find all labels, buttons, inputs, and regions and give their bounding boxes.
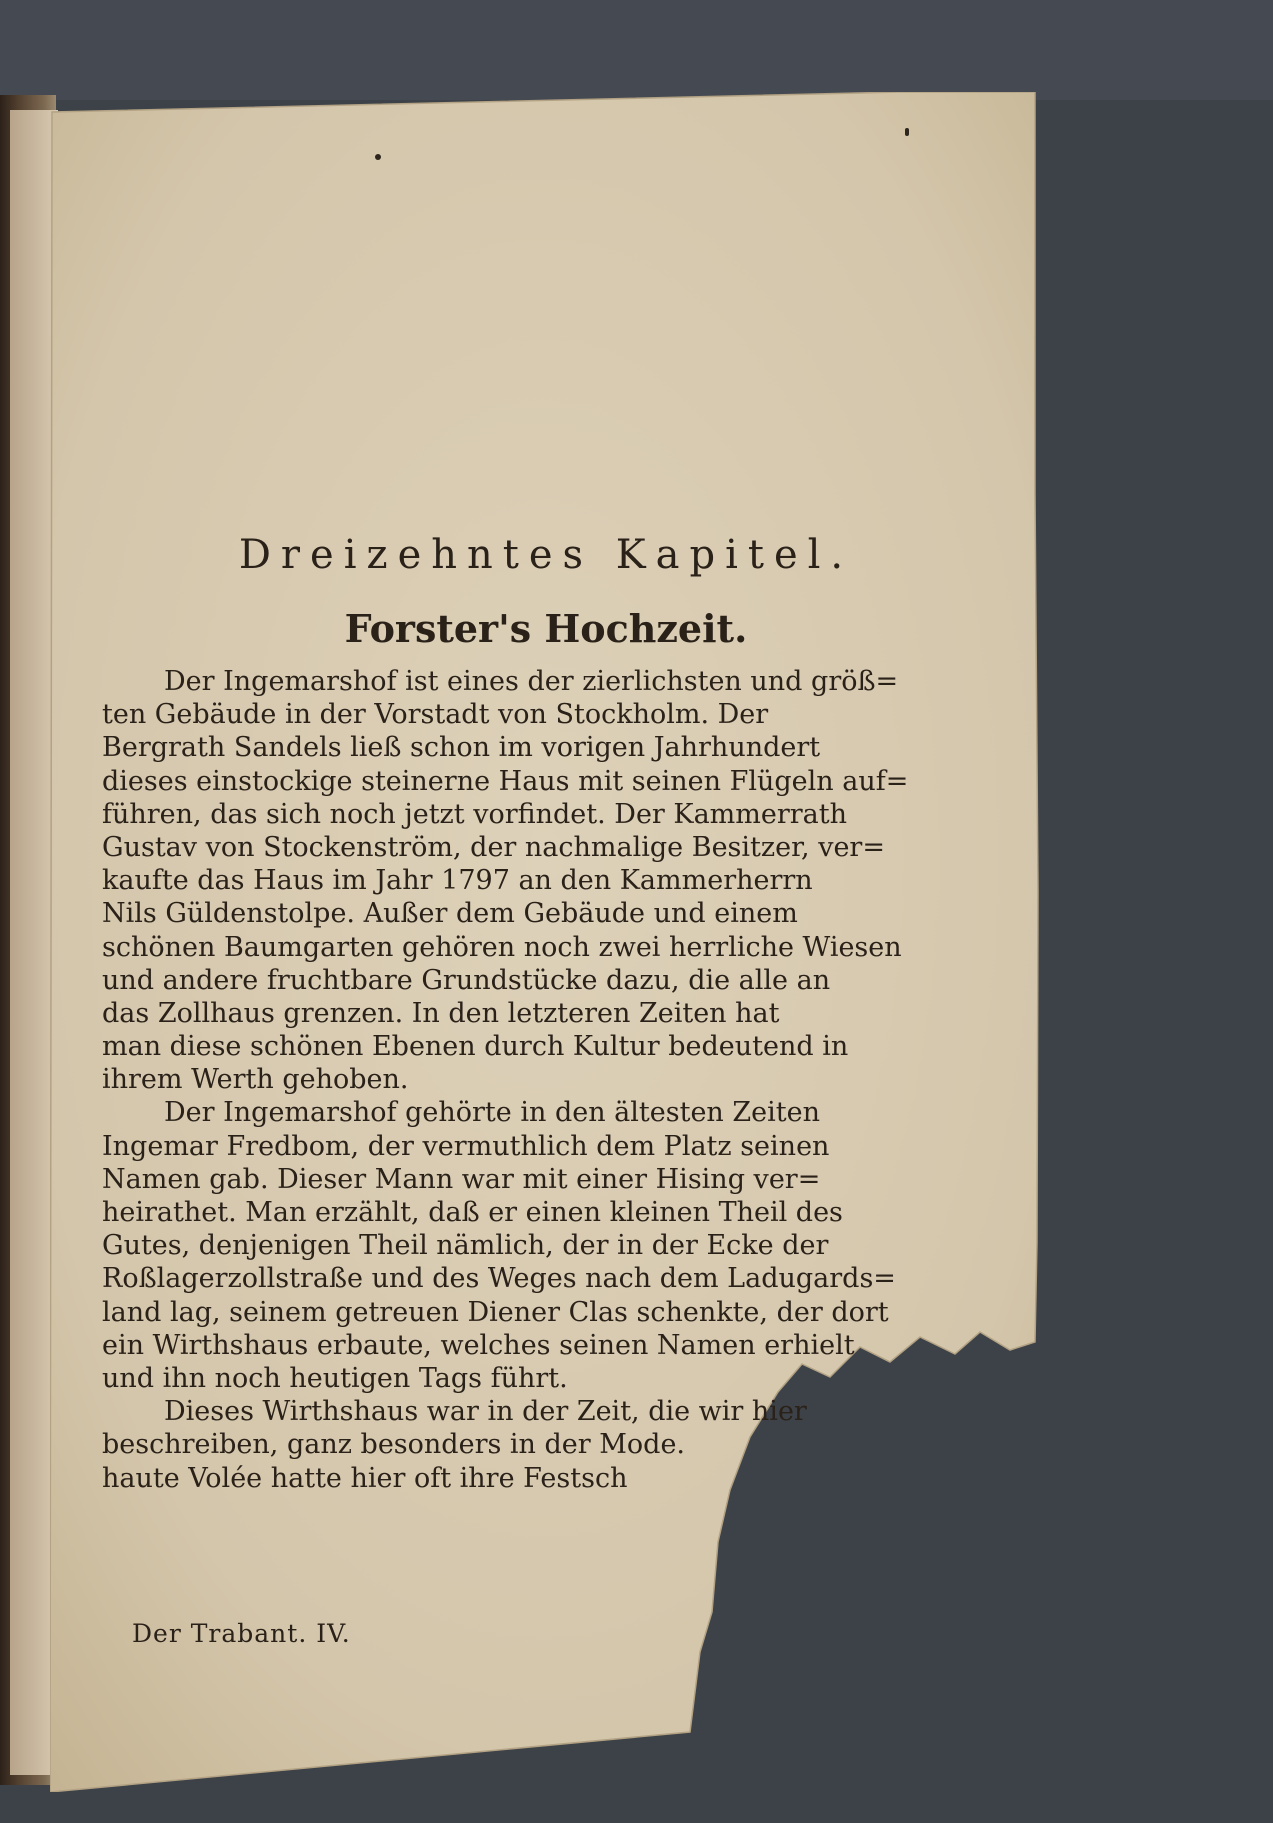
text-line: schönen Baumgarten gehören noch zwei herrliche Wiesen bbox=[102, 931, 902, 963]
text-line: man diese schönen Ebenen durch Kultur bedeutend in bbox=[102, 1031, 849, 1063]
text-line: Dieses Wirthshaus war in der Zeit, die wir hier bbox=[164, 1396, 807, 1428]
text-line: ten Gebäude in der Vorstadt von Stockholm. Der bbox=[102, 699, 769, 731]
book-page bbox=[50, 92, 1040, 1792]
text-line: ein Wirthshaus erbaute, welches seinen Namen erhielt bbox=[102, 1329, 855, 1361]
ink-speck bbox=[375, 154, 381, 160]
text-line: Gutes, denjenigen Theil nämlich, der in der Ecke der bbox=[102, 1230, 829, 1262]
text-line: dieses einstockige steinerne Haus mit seinen Flügeln auf= bbox=[102, 765, 909, 797]
text-line: Bergrath Sandels ließ schon im vorigen Jahrhundert bbox=[102, 732, 821, 764]
signature-mark: Der Trabant. IV. bbox=[132, 1619, 351, 1648]
text-line: land lag, seinem getreuen Diener Clas schenkte, der dort bbox=[102, 1296, 889, 1328]
paragraph-2 bbox=[102, 1096, 960, 1395]
text-line: Der Ingemarshof ist eines der zierlichsten und größ= bbox=[164, 666, 899, 697]
text-line: Roßlagerzollstraße und des Weges nach dem Ladugards= bbox=[102, 1263, 896, 1295]
text-line: Der Ingemarshof gehörte in den ältesten Zeiten bbox=[164, 1097, 820, 1129]
ink-speck bbox=[905, 128, 909, 136]
chapter-title: Forster's Hochzeit. bbox=[344, 606, 748, 651]
text-line: und ihn noch heutigen Tags führt. bbox=[102, 1362, 568, 1394]
text-line: kaufte das Haus im Jahr 1797 an den Kammerherrn bbox=[102, 865, 813, 897]
text-line: und andere fruchtbare Grundstücke dazu, die alle an bbox=[102, 964, 831, 996]
text-line: führen, das sich noch jetzt vorfindet. Der Kammerrath bbox=[102, 798, 848, 830]
text-line: heirathet. Man erzählt, daß er einen kleinen Theil des bbox=[102, 1197, 843, 1228]
page-text bbox=[102, 532, 960, 1495]
paragraph-3 bbox=[102, 1395, 960, 1495]
text-line: beschreiben, ganz besonders in der Mode. bbox=[102, 1429, 686, 1461]
paragraph-1 bbox=[102, 665, 960, 1096]
text-line: ihrem Werth gehoben. bbox=[102, 1064, 409, 1096]
text-line: Nils Güldenstolpe. Außer dem Gebäude und einem bbox=[102, 898, 798, 930]
text-line: Gustav von Stockenström, der nachmalige Besitzer, ver= bbox=[102, 831, 885, 863]
text-line: Namen gab. Dieser Mann war mit einer Hising ver= bbox=[102, 1163, 821, 1195]
text-line: haute Volée hatte hier oft ihre Festsch bbox=[102, 1462, 628, 1494]
text-line: Ingemar Fredbom, der vermuthlich dem Platz seinen bbox=[102, 1130, 830, 1162]
chapter-heading: Dreizehntes Kapitel. bbox=[238, 532, 854, 578]
scan-background-top bbox=[0, 0, 1273, 100]
text-line: das Zollhaus grenzen. In den letzteren Zeiten hat bbox=[102, 997, 780, 1029]
